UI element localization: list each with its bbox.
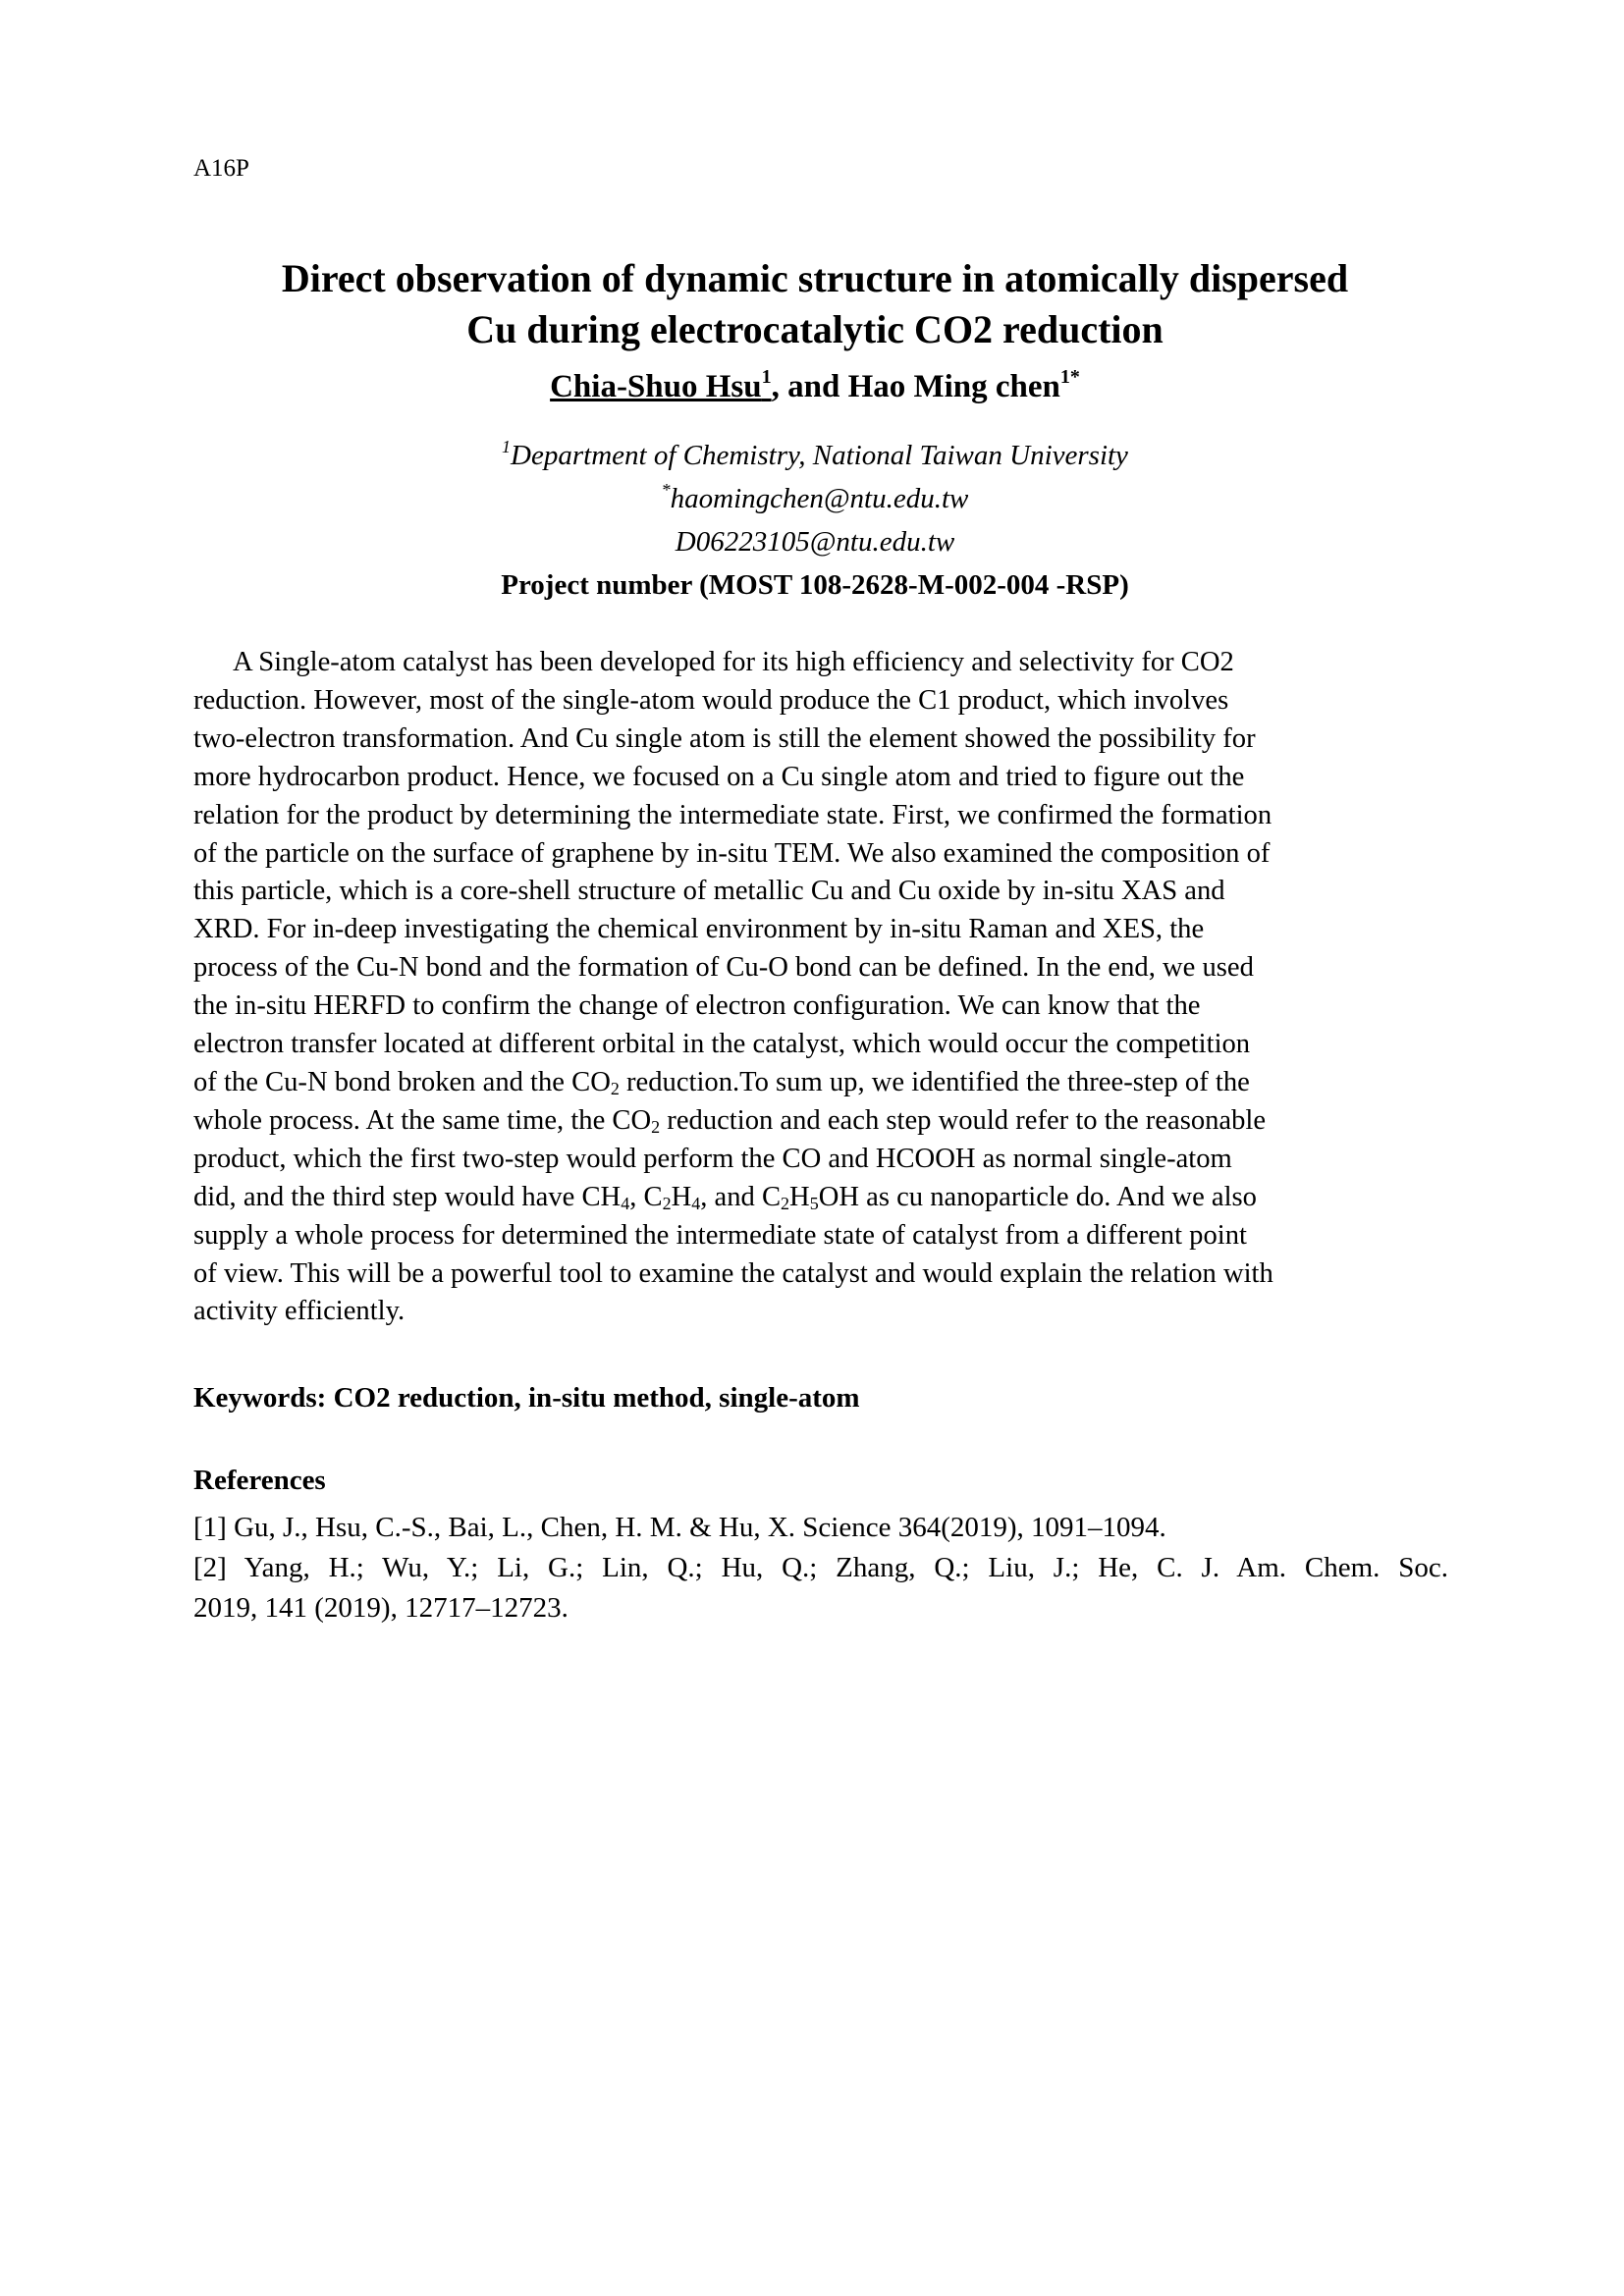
abstract-line: two-electron transformation. And Cu single atom is still the element showed the possibility for — [193, 722, 1256, 754]
subscript: 2 — [662, 1193, 672, 1213]
first-author — [550, 366, 780, 404]
abstract-line: A Single-atom catalyst has been developed for its high efficiency and selectivity for CO2 — [233, 647, 1234, 677]
second-author-affil-mark: 1* — [1059, 366, 1080, 388]
first-author-name: Chia-Shuo Hsu — [550, 369, 762, 404]
abstract-line: the in-situ HERFD to confirm the change of electron configuration. We can know that the — [193, 990, 1201, 1022]
keywords: Keywords: CO2 reduction, in-situ method, single-atom — [193, 1382, 860, 1414]
abstract-line: reduction. However, most of the single-atom would produce the C1 product, which involves — [193, 684, 1229, 716]
abstract-line: of view. This will be a powerful tool to examine the catalyst and would explain the relation with — [193, 1257, 1273, 1289]
text-run: OH as cu nanoparticle do. And we also — [818, 1181, 1257, 1212]
abstract-line: of the particle on the surface of graphene by in-situ TEM. We also examined the composition of — [193, 837, 1271, 869]
text-run: , C — [629, 1181, 663, 1212]
abstract-line — [193, 1179, 1448, 1217]
abstract-line: relation for the product by determining the intermediate state. First, we confirmed the formation — [193, 799, 1272, 830]
abstract-line — [193, 1102, 1448, 1141]
text-run: reduction and each step would refer to the reasonable — [660, 1104, 1267, 1136]
abstract-line: more hydrocarbon product. Hence, we focused on a Cu single atom and tried to figure out the — [193, 761, 1245, 792]
department — [157, 434, 1473, 477]
subscript: 5 — [809, 1193, 819, 1213]
references-heading: References — [193, 1465, 326, 1496]
references-list — [193, 1508, 1448, 1629]
first-author-affil-mark: 1 — [761, 366, 772, 388]
subscript: 2 — [610, 1078, 620, 1098]
title-line-2: Cu during electrocatalytic CO2 reduction — [466, 307, 1164, 351]
dept-mark: 1 — [502, 437, 512, 456]
paper-title — [157, 253, 1473, 355]
text-run: reduction.To sum up, we identified the three-step of the — [619, 1066, 1250, 1097]
abstract-line — [193, 1064, 1448, 1102]
first-author-comma: , — [771, 369, 780, 404]
text-run: of the Cu-N bond broken and the CO — [193, 1066, 611, 1097]
department-text: Department of Chemistry, National Taiwan University — [511, 440, 1128, 471]
abstract-line: activity efficiently. — [193, 1296, 406, 1327]
subscript: 4 — [691, 1193, 701, 1213]
email-star: * — [661, 480, 671, 500]
text-run: H — [671, 1181, 692, 1212]
subscript: 2 — [651, 1116, 661, 1137]
abstract-line: electron transfer located at different orbital in the catalyst, which would occur the competition — [193, 1029, 1251, 1060]
abstract-line: process of the Cu-N bond and the formation of Cu-O bond can be defined. In the end, we used — [193, 952, 1254, 984]
second-author: and Hao Ming chen — [779, 369, 1060, 404]
abstract-line: product, which the first two-step would perform the CO and HCOOH as normal single-atom — [193, 1143, 1232, 1174]
abstract — [193, 644, 1448, 1331]
project-number: Project number (MOST 108-2628-M-002-004 -RSP) — [501, 569, 1129, 601]
affiliations — [157, 434, 1473, 563]
page-id: A16P — [193, 155, 249, 182]
reference-1: [1] Gu, J., Hsu, C.-S., Bai, L., Chen, H. M. & Hu, X. Science 364(2019), 1091–1094. — [193, 1512, 1166, 1543]
abstract-line: XRD. For in-deep investigating the chemical environment by in-situ Raman and XES, the — [193, 914, 1205, 945]
abstract-line: this particle, which is a core-shell structure of metallic Cu and Cu oxide by in-situ XAS and — [193, 876, 1225, 907]
subscript: 2 — [781, 1193, 790, 1213]
authors — [157, 367, 1473, 406]
text-run: did, and the third step would have CH — [193, 1181, 622, 1212]
subscript: 4 — [621, 1193, 630, 1213]
reference-2-line-1: [2] Yang, H.; Wu, Y.; Li, G.; Lin, Q.; Hu, Q.; Zhang, Q.; Liu, J.; He, C. J. Am. Chem. Soc. — [193, 1552, 1448, 1583]
title-line-1: Direct observation of dynamic structure in atomically dispersed — [281, 256, 1349, 300]
corresponding-email — [157, 477, 1473, 520]
reference-2-line-2: 2019, 141 (2019), 12717–12723. — [193, 1592, 568, 1624]
text-run: H — [789, 1181, 810, 1212]
email-1: haomingchen@ntu.edu.tw — [670, 483, 969, 514]
abstract-line: supply a whole process for determined the intermediate state of catalyst from a different point — [193, 1219, 1247, 1251]
text-run: , and C — [700, 1181, 782, 1212]
email-2: D06223105@ntu.edu.tw — [675, 526, 955, 558]
text-run: whole process. At the same time, the CO — [193, 1104, 652, 1136]
